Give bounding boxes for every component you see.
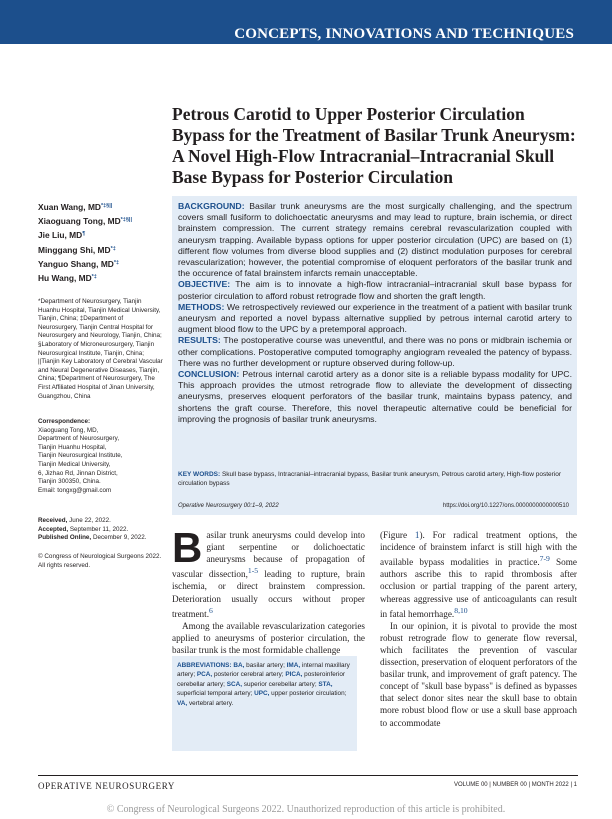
correspondence: Correspondence: Xiaoguang Tong, MD, Department of Neurosurgery, Tianjin Huanhu Hospital, Tianjin Neurosurgical Institute, Tianjin Medical University, 6, Jizhao Rd, Jinnan District, Tianjin 300350, China. Email: tongxg@gmail.com	[38, 418, 164, 495]
doi-link[interactable]: https://doi.org/10.1227/ons.0000000000000510	[442, 503, 569, 509]
copyright: © Congress of Neurological Surgeons 2022. All rights reserved.	[38, 553, 162, 569]
abbreviations: ABBREVIATIONS: BA, basilar artery; IMA, internal maxillary artery; PCA, posterior cerebral artery; PICA, posteroinferior cerebellar artery; SCA, superior cerebellar artery; STA, superficial temporal artery; UPC, upper posterior circulation; VA, vertebral artery.	[177, 662, 350, 707]
author: Jie Liu, MD¶	[38, 230, 86, 241]
drop-cap: B	[172, 524, 203, 571]
author: Xuan Wang, MD*‡§||	[38, 202, 113, 212]
footer-divider	[38, 775, 578, 776]
author: Minggang Shi, MD*‡	[38, 244, 116, 255]
reference-link[interactable]: 7-9	[539, 554, 550, 564]
affiliations: *Department of Neurosurgery, Tianjin Huanhu Hospital, Tianjin Medical University, Tianjin, China; ‡Department of Neurosurgery, Tianjin Central Hospital for Neurosurgery and Neurology, Tianjin, China; §Laboratory of Microneurosurgery, Tianjin Neurosurgical Institute, Tianjin, China; ||Tianjin Key Laboratory of Cerebral Vascular and Neural Degenerative Diseases, Tianjin, China; ¶Department of Neurosurgery, The First Affiliated Hospital of Jinan University, Guangzhou, China	[38, 298, 163, 400]
correspondence-email[interactable]: Email: tongxg@gmail.com	[38, 486, 112, 494]
body-column-left: Basilar trunk aneurysms could develop into giant serpentine or dolichoectatic aneurysms because of propagation of vascular dissection,$^{1-5}$ leading to rupture, brain ischemia, or direct brainstem compression. Deterioration usually occurs without proper treatment.$^6$ Among the available revascularization categories applied to aneurysms of posterior circulation, the basilar trunk is the most formidable challenge	[172, 524, 365, 655]
author-list	[38, 200, 168, 285]
footer-journal-name: OPERATIVE NEUROSURGERY	[38, 781, 175, 791]
figure-link[interactable]: 1	[414, 530, 420, 540]
journal-citation: Operative Neurosurgery 00:1–9, 2022	[178, 503, 279, 509]
keywords: KEY WORDS: Skull base bypass, Intracranial–intracranial bypass, Basilar trunk aneurysm, Petrous carotid artery, High-flow posterior circulation bypass	[178, 471, 562, 487]
author: Hu Wang, MD*‡	[38, 273, 97, 284]
reference-link[interactable]: 1-5	[247, 566, 259, 576]
body-column-right: (Figure 1). For radical treatment options, the incidence of brainstem infarct is still high with the available bypass modalities in practice.$^{7-9}$ Some authors ascribe this to rapid thrombosis after occlusion or partial trapping of the parent artery, whereas aggressive use of anticoagulants can result in fatal hemorrhage.$^{8,10}$ In our opinion, it is pivotal to provide the most robust retrograde flow to generate flow reversal, which facilitates the prevention of vascular dissection, preservation of eloquent perforators of the basilar trunk, and improvement of graft patency. The concept of "skull base bypass" is defined as bypasses that select donor sites near the skull base to obtain more robust blood flow or use a skull base approach to accommodate	[380, 530, 577, 728]
article-dates: Received, June 22, 2022. Accepted, September 11, 2022. Published Online, December 9, 2022.	[38, 517, 147, 542]
article-title: Petrous Carotid to Upper Posterior Circulation Bypass for the Treatment of Basilar Trunk Aneurysm: A Novel High-Flow Intracranial–Intracranial Skull Base Bypass for Posterior Circulation	[172, 104, 576, 187]
author: Yanguo Shang, MD*‡	[38, 258, 120, 269]
reference-link[interactable]: 6	[209, 605, 213, 615]
section-label: CONCEPTS, INNOVATIONS AND TECHNIQUES	[234, 26, 574, 42]
footer-issue-info: VOLUME 00 | NUMBER 00 | MONTH 2022 | 1	[453, 782, 577, 788]
reference-link[interactable]: 8,10	[454, 605, 468, 615]
reproduction-notice: © Congress of Neurological Surgeons 2022. Unauthorized reproduction of this article is prohibited.	[106, 804, 506, 815]
author: Xiaoguang Tong, MD*‡§||	[38, 216, 132, 227]
abstract: BACKGROUND: Basilar trunk aneurysms are the most surgically challenging, and the spectrum covers small fusiform to dolichoectatic aneurysms and may lead to rupture, brain ischemia, or direct brainstem compression. The current strategy remains cerebral revascularization coupled with aneurysm trapping. Available bypass options for upper posterior circulation (UPC) are based on (1) different flow volumes from diverse blood supplies and (2) distinct modulation purposes for cerebral revascularization; however, the potential compromise of eloquent perforators of the basilar trunk and the occurence of fatal brainstem infarcts remain unacceptable. OBJECTIVE: The aim is to innovate a high-flow intracranial–intracranial skull base bypass for posterior circulation to afford robust retrograde flow and shorten the graft length. METHODS: We retrospectively reviewed our experience in the treatment of a patient with basilar trunk aneurysm and reported a novel bypass alternative supplied by petrous internal carotid artery to augment blood flow to the UPC by a pretemporal approach. RESULTS: The postoperative course was uneventful, and there was no pons or midbrain ischemia or other complications. Postoperative computed tomography angiogram revealed the patency of bypass. There was no further development or rupture observed during follow-up. CONCLUSION: Petrous internal carotid artery as a donor site is a reliable bypass modality for UPC. This approach provides the utmost retrograde flow to alleviate the development of dissecting aneurysms, preserves eloquent perforators of the basilar trunk, maintains bypass patency, and shortens the graft course. Therefore, this novel therapeutic alternative could be beneficial for improving the prognosis of basilar trunk aneurysms.	[178, 201, 572, 424]
